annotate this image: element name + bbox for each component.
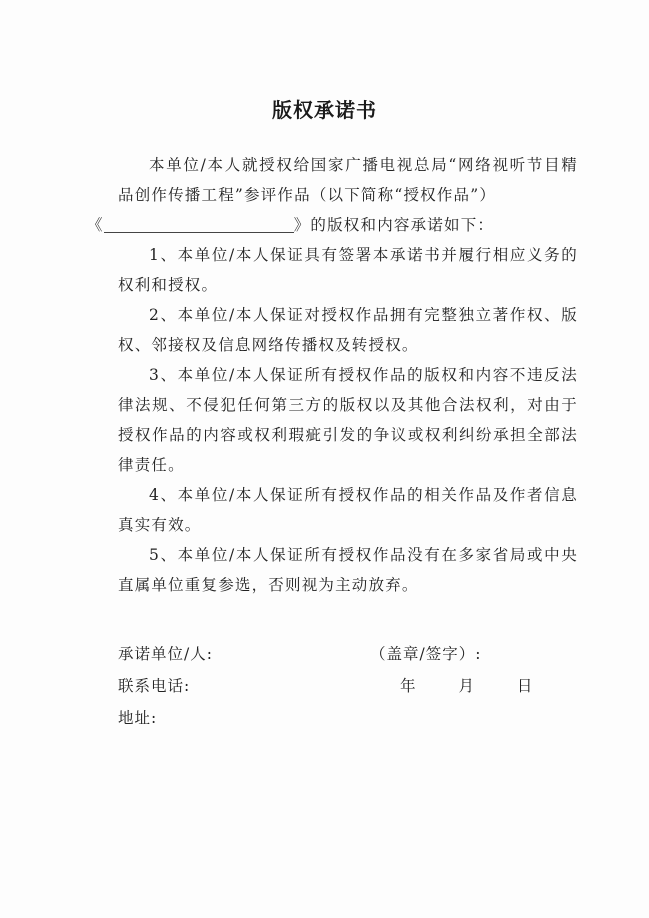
seal-label: （盖章/签字）: [370,645,482,663]
day-label: 日 [516,677,534,695]
address-label: 地址: [118,709,158,727]
unit-label: 承诺单位/人: [118,645,213,663]
signature-block [118,638,578,734]
commitment-item-2: 2、本单位/本人保证对授权作品拥有完整独立著作权、版权、邻接权及信息网络传播权及转授权。 [118,306,578,354]
document-body [87,150,578,600]
commitment-item-1: 1、本单位/本人保证具有签署本承诺书并履行相应义务的权利和授权。 [118,246,578,294]
commitment-item-3: 3、本单位/本人保证所有授权作品的版权和内容不违反法律法规、不侵犯任何第三方的版权以及其他合法权利，对由于授权作品的内容或权利瑕疵引发的争议或权利纠纷承担全部法律责任。 [118,366,578,474]
commitment-item-4: 4、本单位/本人保证所有授权作品的相关作品及作者信息真实有效。 [118,486,578,534]
work-title-open-bracket: 《 [87,216,104,234]
commitment-item-5: 5、本单位/本人保证所有授权作品没有在多家省局或中央直属单位重复参选，否则视为主动放弃。 [118,546,578,594]
intro-paragraph [87,150,578,240]
phone-label: 联系电话: [118,677,191,695]
intro-close-text: 》的版权和内容承诺如下： [293,216,495,234]
date-fields [400,670,555,702]
signature-row-phone [118,670,578,702]
intro-text: 本单位/本人就授权给国家广播电视总局“网络视听节目精品创作传播工程”参评作品（以下简称“授权作品”） [118,156,578,204]
document-title: 版权承诺书 [272,98,377,122]
signature-row-unit [118,638,578,670]
month-label: 月 [458,677,475,695]
signature-row-address [118,702,578,734]
work-title-blank[interactable] [104,214,294,233]
year-label: 年 [400,677,417,695]
